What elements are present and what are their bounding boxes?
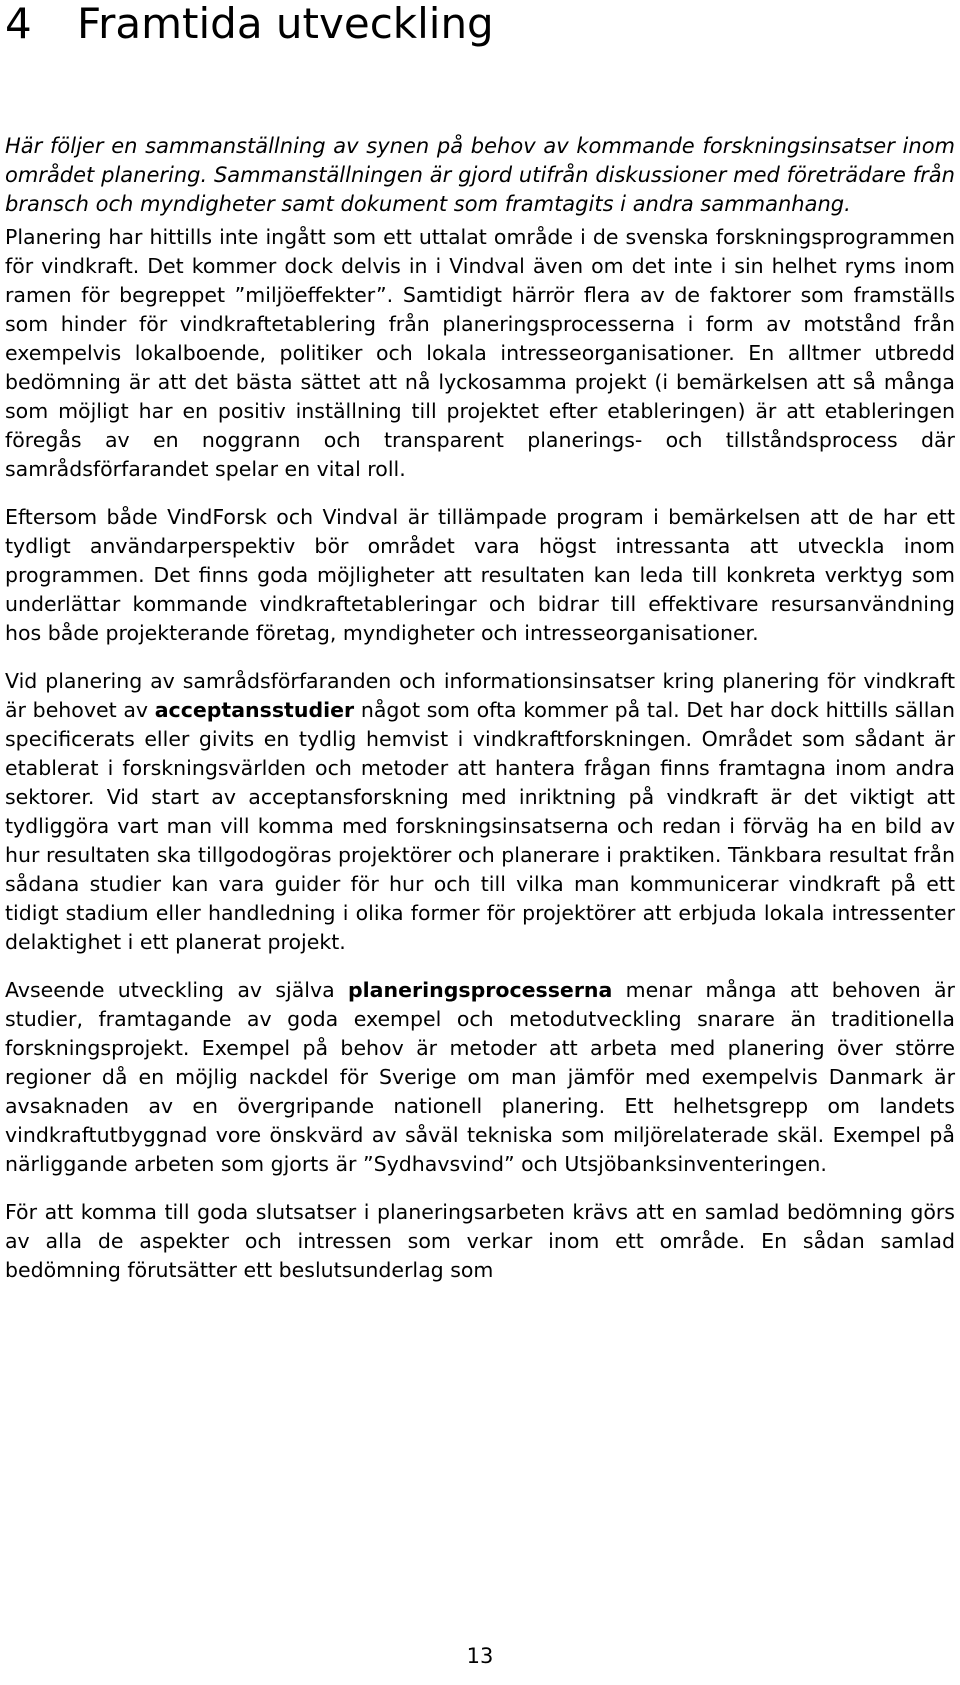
keyword-planeringsprocesserna: planeringsprocesserna	[347, 978, 613, 1002]
paragraph-4-text-end: menar många att behoven är studier, framtagande av goda exempel och metodutveckling snarare än traditionella forskningsprojekt. Exempel på behov är metoder att arbeta med planering över större regioner då en möjlig nackdel för Sverige om man jämför med exempelvis Danmark är avsaknaden av en övergripande nationell planering. Ett helhetsgrepp om landets vindkraftutbyggnad vore önskvärd av såväl tekniska som miljörelaterade skäl. Exempel på närliggande arbeten som gjorts är ”Sydhavsvind” och Utsjöbanksinventeringen.	[5, 978, 955, 1176]
paragraph-3-text-start: Vid planering av samrådsförfaranden och informationsinsatser kring planering för vindkraft är behovet av	[5, 669, 955, 722]
chapter-number: 4	[5, 0, 32, 48]
paragraph-4-text-start: Avseende utveckling av själva	[5, 978, 348, 1002]
chapter-title: Framtida utveckling	[77, 0, 494, 48]
body-paragraph-3	[5, 667, 955, 957]
body-paragraph-5: För att komma till goda slutsatser i planeringsarbeten krävs att en samlad bedömning görs av alla de aspekter och intressen som verkar inom ett område. En sådan samlad bedömning förutsätter ett beslutsunderlag som	[5, 1200, 955, 1282]
intro-paragraph: Här följer en sammanställning av synen på behov av kommande forskningsinsatser inom området planering. Sammanställningen är gjord utifrån diskussioner med företrädare från bransch och myndigheter samt dokument som framtagits i andra sammanhang.	[5, 134, 955, 216]
keyword-acceptansstudier: acceptansstudier	[154, 698, 355, 722]
chapter-heading	[5, 0, 955, 62]
document-page	[5, 0, 955, 1285]
paragraph-3-text-end: något som ofta kommer på tal. Det har dock hittills sällan specificerats eller givits en tydlig hemvist i vindkraftforskningen. Området som sådant är etablerat i forskningsvärlden och metoder att hantera frågan finns framtagna inom andra sektorer. Vid start av acceptansforskning med inriktning på vindkraft är det viktigt att tydliggöra vart man vill komma med forskningsinsatserna och redan i förväg ha en bild av hur resultaten ska tillgodogöras projektörer och planerare i praktiken. Tänkbara resultat från sådana studier kan vara guider för hur och till vilka man kommunicerar vindkraft på ett tidigt stadium eller handledning i olika former för projektörer att erbjuda lokala intressenter delaktighet i ett planerat projekt.	[5, 698, 955, 954]
body-paragraph-2: Eftersom både VindForsk och Vindval är tillämpade program i bemärkelsen att de har ett tydligt användarperspektiv bör området vara högst intressanta att utveckla inom programmen. Det finns goda möjligheter att resultaten kan leda till konkreta verktyg som underlättar kommande vindkraftetableringar och bidrar till effektivare resursanvändning hos både projekterande företag, myndigheter och intresseorganisationer.	[5, 505, 955, 645]
body-paragraph-1: Planering har hittills inte ingått som ett uttalat område i de svenska forskningsprogrammen för vindkraft. Det kommer dock delvis in i Vindval även om det inte i sin helhet ryms inom ramen för begreppet ”miljöeffekter”. Samtidigt härrör flera av de faktorer som framställs som hinder för vindkraftetablering från planeringsprocesserna i form av motstånd från exempelvis lokalboende, politiker och lokala intresseorganisationer. En alltmer utbredd bedömning är att det bästa sättet att nå lyckosamma projekt (i bemärkelsen att så många som möjligt har en positiv inställning till projektet efter etableringen) är att etableringen föregås av en noggrann och transparent planerings- och tillståndsprocess där samrådsförfarandet spelar en vital roll.	[5, 225, 955, 481]
body-paragraph-4	[5, 976, 955, 1179]
page-number: 13	[466, 1644, 494, 1668]
